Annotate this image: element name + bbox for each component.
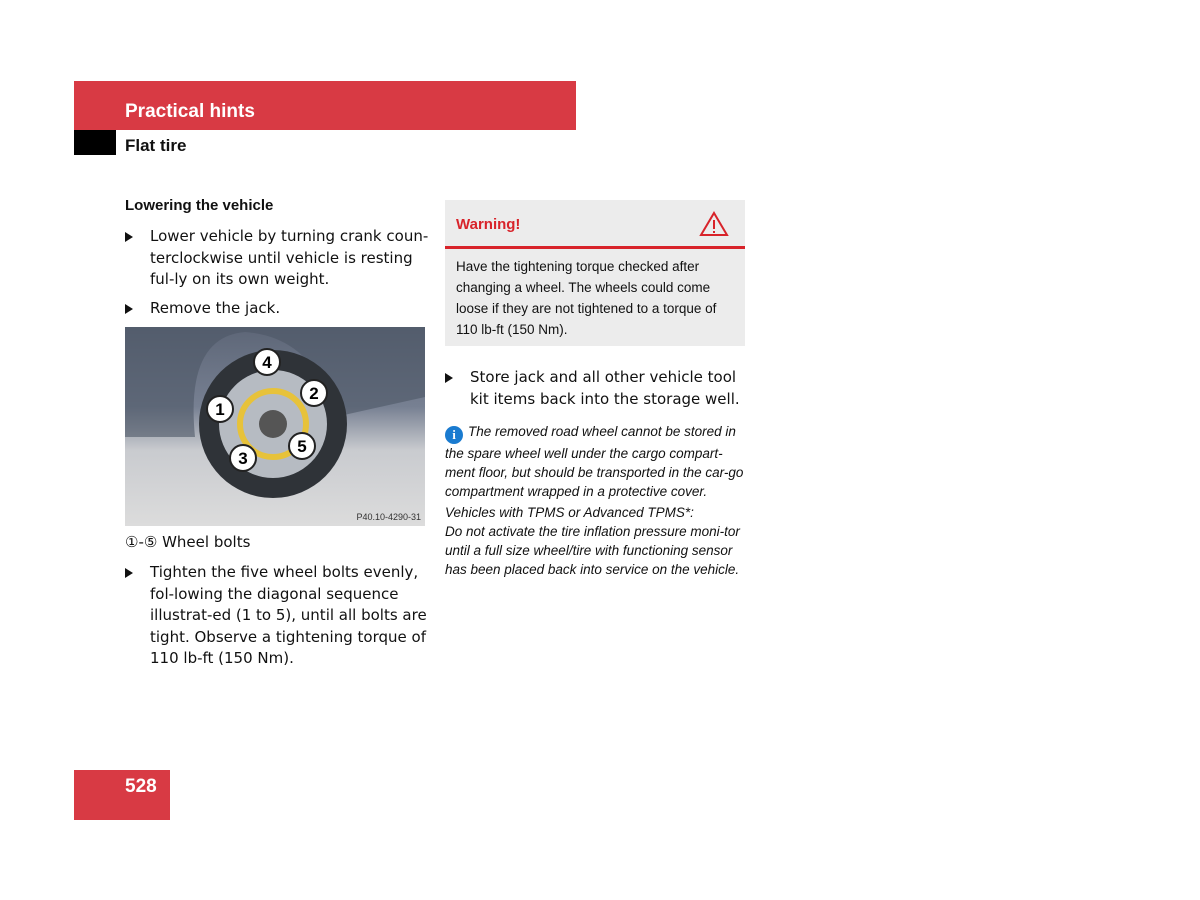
bullet-arrow-icon xyxy=(125,304,133,314)
info-icon: i xyxy=(445,426,463,444)
section-header xyxy=(74,81,576,130)
figure-code: P40.10-4290-31 xyxy=(356,512,421,522)
page-number-box xyxy=(74,770,170,820)
svg-text:4: 4 xyxy=(262,353,272,372)
callout-5 xyxy=(289,433,315,459)
bullet-arrow-icon xyxy=(125,568,133,578)
header-marker xyxy=(74,130,116,155)
info-note: i The removed road wheel cannot be stored in the spare wheel well under the cargo compart-ment floor, but should be transported in the car-go compartment wrapped in a protective cover. xyxy=(445,424,744,499)
step-store-jack: Store jack and all other vehicle tool kit items back into the storage well. xyxy=(445,367,750,410)
warning-box xyxy=(445,200,745,346)
callout-1 xyxy=(207,396,233,422)
warning-title: Warning! xyxy=(456,216,521,233)
callout-4 xyxy=(254,349,280,375)
wheel-bolts-figure xyxy=(125,327,425,526)
figure-legend: ①-⑤ Wheel bolts xyxy=(125,533,251,551)
procedure-heading: Lowering the vehicle xyxy=(125,197,274,214)
subsection-title: Flat tire xyxy=(125,136,187,155)
callout-3 xyxy=(230,445,256,471)
step-remove-jack: Remove the jack. xyxy=(125,298,430,320)
svg-text:5: 5 xyxy=(297,437,307,456)
section-title: Practical hints xyxy=(125,101,255,122)
step-lower-vehicle: Lower vehicle by turning crank coun-terclockwise until vehicle is resting ful-ly on its own weight. xyxy=(125,226,430,291)
wheel-illustration xyxy=(125,327,425,526)
bullet-arrow-icon xyxy=(125,232,133,242)
svg-text:2: 2 xyxy=(309,384,319,403)
step-tighten-bolts: Tighten the five wheel bolts evenly, fol-lowing the diagonal sequence illustrat-ed (1 to 5), until all bolts are tight. Observe a tightening torque of 110 lb-ft (150 Nm). xyxy=(125,562,430,670)
warning-body: Have the tightening torque checked after changing a wheel. The wheels could come loose if they are not tightened to a torque of 110 lb-ft (150 Nm). xyxy=(456,259,717,337)
warning-triangle-icon xyxy=(699,211,729,237)
tpms-note: Vehicles with TPMS or Advanced TPMS*: Do not activate the tire inflation pressure moni-tor until a full size wheel/tire with functioning sensor has been placed back into service on the vehicle. xyxy=(445,505,740,577)
callout-2 xyxy=(301,380,327,406)
bullet-arrow-icon xyxy=(445,373,453,383)
svg-text:1: 1 xyxy=(215,400,225,419)
svg-text:3: 3 xyxy=(238,449,248,468)
page-number: 528 xyxy=(125,776,157,797)
